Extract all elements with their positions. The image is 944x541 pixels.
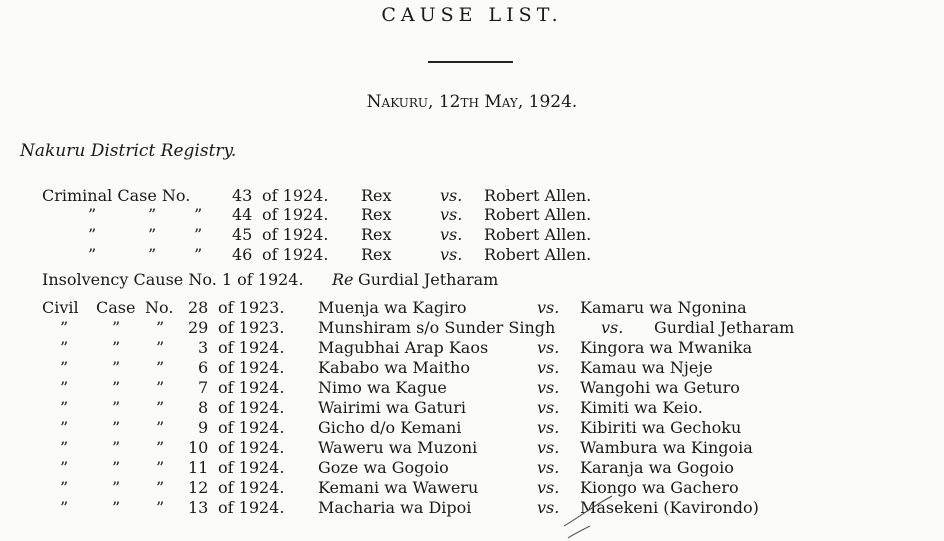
versus: vs. xyxy=(537,438,560,457)
defendant: Robert Allen. xyxy=(484,186,592,205)
ditto-mark: ” xyxy=(156,438,165,457)
defendant: Wangohi wa Geturo xyxy=(580,378,740,397)
plaintiff: Muenja wa Kagiro xyxy=(318,298,467,317)
criminal-label: Criminal Case No. xyxy=(42,186,191,205)
plaintiff: Kababo wa Maitho xyxy=(318,358,470,377)
ditto-mark: ” xyxy=(112,478,121,497)
no-label: No. xyxy=(145,298,174,317)
versus: vs. xyxy=(537,358,560,377)
insolvency-party: Gurdial Jetharam xyxy=(358,270,499,289)
ditto-mark: ” xyxy=(60,478,69,497)
case-number: 43 xyxy=(232,186,253,205)
versus: vs. xyxy=(537,418,560,437)
ditto-mark: ” xyxy=(60,338,69,357)
ditto-mark: ” xyxy=(194,245,203,264)
ditto-mark: ” xyxy=(194,225,203,244)
ditto-mark: ” xyxy=(156,418,165,437)
defendant: Kiongo wa Gachero xyxy=(580,478,739,497)
ditto-mark: ” xyxy=(156,378,165,397)
ditto-mark: ” xyxy=(156,398,165,417)
defendant: Gurdial Jetharam xyxy=(654,318,795,337)
ditto-mark: ” xyxy=(148,205,157,224)
ditto-mark: ” xyxy=(194,205,203,224)
case-year: of 1924. xyxy=(262,245,329,264)
versus: vs. xyxy=(537,338,560,357)
versus: vs. xyxy=(537,378,560,397)
defendant: Kamaru wa Ngonina xyxy=(580,298,747,317)
case-number: 46 xyxy=(232,245,253,264)
case-year: of 1924. xyxy=(218,418,285,437)
ditto-mark: ” xyxy=(60,398,69,417)
ditto-mark: ” xyxy=(60,458,69,477)
ditto-mark: ” xyxy=(88,225,97,244)
case-label: Case xyxy=(96,298,136,317)
case-year: of 1924. xyxy=(218,498,285,517)
plaintiff: Goze wa Gogoio xyxy=(318,458,449,477)
case-year: of 1924. xyxy=(218,458,285,477)
case-number: 6 xyxy=(198,358,209,377)
case-number: 8 xyxy=(198,398,209,417)
case-number: 45 xyxy=(232,225,253,244)
plaintiff: Rex xyxy=(361,245,392,264)
plaintiff: Gicho d/o Kemani xyxy=(318,418,462,437)
re-label: Re xyxy=(332,270,354,289)
case-year: of 1924. xyxy=(262,205,329,224)
defendant: Masekeni (Kavirondo) xyxy=(580,498,759,517)
ditto-mark: ” xyxy=(156,318,165,337)
ditto-mark: ” xyxy=(156,458,165,477)
versus: vs. xyxy=(440,205,463,224)
ditto-mark: ” xyxy=(148,245,157,264)
case-year: of 1924. xyxy=(218,398,285,417)
versus: vs. xyxy=(537,498,560,517)
defendant: Karanja wa Gogoio xyxy=(580,458,734,477)
plaintiff: Rex xyxy=(361,225,392,244)
ditto-mark: ” xyxy=(112,418,121,437)
ditto-mark: ” xyxy=(112,358,121,377)
case-number: 9 xyxy=(198,418,209,437)
ditto-mark: ” xyxy=(112,458,121,477)
versus: vs. xyxy=(537,478,560,497)
page-title: CAUSE LIST. xyxy=(381,4,563,26)
ditto-mark: ” xyxy=(156,358,165,377)
versus: vs. xyxy=(537,298,560,317)
ditto-mark: ” xyxy=(112,498,121,517)
case-number: 13 xyxy=(188,498,209,517)
defendant: Kingora wa Mwanika xyxy=(580,338,753,357)
pen-stroke-mark xyxy=(560,490,620,541)
case-year: of 1924. xyxy=(218,478,285,497)
case-year: of 1924. xyxy=(218,438,285,457)
versus: vs. xyxy=(537,458,560,477)
case-number: 44 xyxy=(232,205,253,224)
case-number: 12 xyxy=(188,478,209,497)
plaintiff: Wairimi wa Gaturi xyxy=(318,398,466,417)
case-year: of 1923. xyxy=(218,318,285,337)
case-number: 3 xyxy=(198,338,209,357)
insolvency-label: Insolvency Cause No. 1 of 1924. xyxy=(42,270,304,289)
defendant: Kimiti wa Keio. xyxy=(580,398,703,417)
defendant: Kibiriti wa Gechoku xyxy=(580,418,742,437)
plaintiff: Rex xyxy=(361,205,392,224)
registry-heading: Nakuru District Registry. xyxy=(20,141,237,161)
versus: vs. xyxy=(440,225,463,244)
title-rule xyxy=(428,61,513,63)
defendant: Robert Allen. xyxy=(484,245,592,264)
ditto-mark: ” xyxy=(112,318,121,337)
ditto-mark: ” xyxy=(60,378,69,397)
ditto-mark: ” xyxy=(88,245,97,264)
versus: vs. xyxy=(440,186,463,205)
ditto-mark: ” xyxy=(156,338,165,357)
versus: vs. xyxy=(537,398,560,417)
case-number: 7 xyxy=(198,378,209,397)
defendant: Kamau wa Njeje xyxy=(580,358,713,377)
plaintiff: Kemani wa Waweru xyxy=(318,478,479,497)
ditto-mark: ” xyxy=(60,318,69,337)
ditto-mark: ” xyxy=(88,205,97,224)
ditto-mark: ” xyxy=(112,338,121,357)
versus: vs. xyxy=(440,245,463,264)
case-number: 28 xyxy=(188,298,209,317)
civil-label: Civil xyxy=(42,298,79,317)
ditto-mark: ” xyxy=(112,438,121,457)
case-number: 11 xyxy=(188,458,209,477)
ditto-mark: ” xyxy=(156,478,165,497)
defendant: Robert Allen. xyxy=(484,225,592,244)
versus: vs. xyxy=(601,318,624,337)
ditto-mark: ” xyxy=(60,438,69,457)
defendant: Robert Allen. xyxy=(484,205,592,224)
plaintiff: Waweru wa Muzoni xyxy=(318,438,478,457)
defendant: Wambura wa Kingoia xyxy=(580,438,753,457)
plaintiff: Macharia wa Dipoi xyxy=(318,498,472,517)
case-year: of 1923. xyxy=(218,298,285,317)
plaintiff: Nimo wa Kague xyxy=(318,378,447,397)
plaintiff: Magubhai Arap Kaos xyxy=(318,338,489,357)
case-year: of 1924. xyxy=(218,378,285,397)
ditto-mark: ” xyxy=(112,378,121,397)
case-year: of 1924. xyxy=(218,338,285,357)
case-year: of 1924. xyxy=(262,225,329,244)
dateline: Nakuru, 12th May, 1924. xyxy=(366,92,578,112)
plaintiff: Rex xyxy=(361,186,392,205)
ditto-mark: ” xyxy=(60,358,69,377)
ditto-mark: ” xyxy=(60,418,69,437)
plaintiff: Munshiram s/o Sunder Singh xyxy=(318,318,556,337)
ditto-mark: ” xyxy=(148,225,157,244)
case-year: of 1924. xyxy=(218,358,285,377)
case-year: of 1924. xyxy=(262,186,329,205)
ditto-mark: ” xyxy=(112,398,121,417)
ditto-mark: ” xyxy=(156,498,165,517)
ditto-mark: ” xyxy=(60,498,69,517)
case-number: 10 xyxy=(188,438,209,457)
case-number: 29 xyxy=(188,318,209,337)
